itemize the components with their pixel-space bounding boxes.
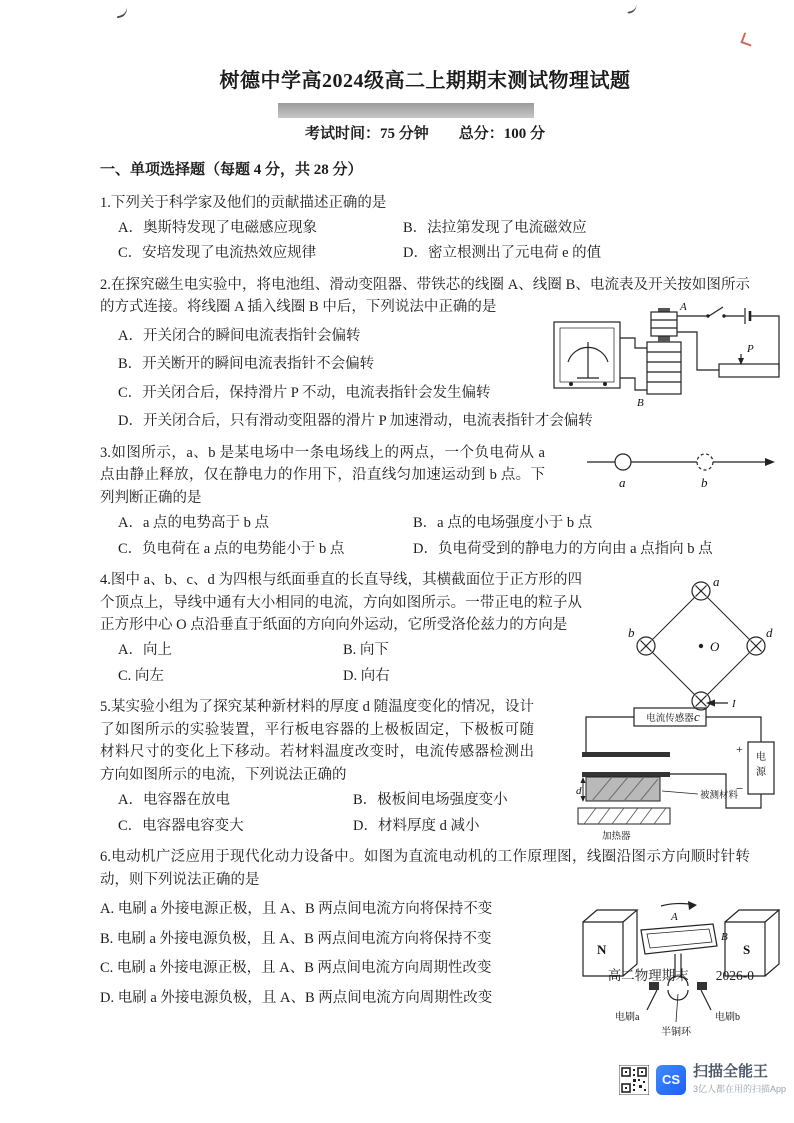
q5-label-power-top: 电 [756, 752, 766, 764]
option-b: B．开关断开的瞬间电流表指针不会偏转 [118, 356, 375, 373]
question-5 [100, 696, 766, 843]
q6-label-ring: 半铜环 [661, 1027, 691, 1039]
option-d: D．开关闭合后，只有滑动变阻器的滑片 P 加速滑动，电流表指针才会偏转 [118, 413, 593, 430]
q3-label-a: a [619, 474, 626, 490]
q4-label-b: b [628, 625, 635, 641]
q5-label-thickness-d: d [576, 785, 582, 798]
page-content [100, 66, 773, 1039]
question-stem: 6.电动机广泛应用于现代化动力设备中。如图为直流电动机的工作原理图，线圈沿图示方向顺时针转动，则下列说法正确的是 [100, 849, 750, 888]
option-a: A．奥斯特发现了电磁感应现象 [118, 219, 317, 236]
q4-label-center-o: O [710, 639, 720, 655]
option-a: A．a 点的电势高于 b 点 [118, 515, 270, 532]
q6-label-brush-b: 电刷b [715, 1012, 740, 1024]
option-c: C. 电刷 a 外接电源正极，且 A、B 两点间电流方向周期性改变 [100, 960, 492, 977]
q5-label-heater: 加热器 [602, 832, 631, 843]
section-heading: 一、单项选择题（每题 4 分，共 28 分） [100, 162, 363, 179]
watermark-brand: 扫描全能王 [692, 1063, 768, 1080]
q4-label-c: c [694, 709, 700, 724]
q5-label-power-bottom: 源 [756, 767, 766, 779]
q2-label-slider-p: P [747, 342, 754, 355]
option-c: C．开关闭合后，保持滑片 P 不动，电流表指针会发生偏转 [118, 384, 491, 401]
exam-info: 考试时间：75 分钟 总分：100 分 [304, 126, 545, 142]
q2-label-coil-a: A [680, 300, 687, 313]
option-a: A．电容器在放电 [118, 792, 230, 809]
q2-circuit-figure [551, 298, 786, 410]
watermark-tagline: 3亿人都在用的扫描App [692, 1083, 786, 1094]
option-c: C. 向左 [118, 667, 164, 684]
scan-artifact [115, 7, 129, 19]
question-stem: 5.某实验小组为了探究某种新材料的厚度 d 随温度变化的情况，设计了如图所示的实验装置，平行板电容器的上极板固定，下极板可随材料尺寸的变化上下移动。若材料温度改变时，电流传感器检测出方向如图所示的电流，下列说法正确的 [100, 699, 534, 783]
question-stem: 1.下列关于科学家及他们的贡献描述正确的是 [100, 194, 387, 211]
option-b: B. 向下 [343, 642, 389, 659]
question-1 [100, 192, 750, 265]
option-c: C．安培发现了电流热效应规律 [118, 245, 317, 262]
qr-code-icon [619, 1065, 649, 1095]
option-b: B．极板间电场强度变小 [353, 792, 508, 809]
option-b: B．法拉第发现了电流磁效应 [403, 219, 587, 236]
option-d: D．材料厚度 d 减小 [353, 817, 480, 834]
option-a: A．开关闭合的瞬间电流表指针会偏转 [118, 327, 361, 344]
scan-artifact [740, 32, 754, 46]
q2-label-coil-b: B [637, 396, 644, 409]
option-c: C．负电荷在 a 点的电势能小于 b 点 [118, 540, 345, 557]
option-a: A. 电刷 a 外接电源正极，且 A、B 两点间电流方向将保持不变 [100, 901, 493, 918]
question-stem: 4.图中 a、b、c、d 为四根与纸面垂直的长直导线，其横截面位于正方形的四个顶点上，导线中通有大小相同的电流，方向如图所示。一带正电的粒子从正方形中心 O 点沿垂直于纸面的方向向外运动，它所受洛伦兹力的方向是 [100, 572, 582, 633]
option-a: A．向上 [118, 642, 172, 659]
option-c: C．电容器电容变大 [118, 817, 244, 834]
q3-field-line-figure [585, 446, 780, 490]
q5-label-current-i: I [732, 698, 736, 711]
q5-label-material: 被测材料 [700, 791, 739, 802]
options [100, 512, 750, 560]
q4-label-a: a [713, 574, 720, 590]
q6-label-point-b: B [721, 931, 728, 944]
q5-label-plus: + [736, 742, 743, 757]
watermark-text [693, 1064, 786, 1096]
redacted-bar [278, 103, 534, 118]
scanner-watermark [619, 1064, 786, 1096]
question-2 [100, 274, 754, 433]
option-d: D. 电刷 a 外接电源负极，且 A、B 两点间电流方向周期性改变 [100, 989, 493, 1006]
option-b: B. 电刷 a 外接电源负极，且 A、B 两点间电流方向将保持不变 [100, 930, 492, 947]
q5-label-minus: − [736, 781, 744, 797]
q5-label-sensor: 电流传感器 [646, 714, 694, 725]
q6-label-south: S [743, 942, 751, 958]
question-stem: 3.如图所示，a、b 是某电场中一条电场线上的两点，一个负电荷从 a 点由静止释放，仅在静电力的作用下，沿直线匀加速运动到 b 点。下列判断正确的是 [100, 444, 545, 506]
q4-label-d: d [766, 625, 773, 641]
question-3 [100, 442, 750, 560]
q6-label-north: N [597, 942, 607, 958]
page-title: 树德中学高2024级高二上期期末测试物理试题 [219, 70, 631, 92]
option-d: D．负电荷受到的静电力的方向由 a 点指向 b 点 [413, 540, 713, 557]
question-stem: 2.在探究磁生电实验中，将电池组、滑动变阻器、带铁芯的线圈 A、线圈 B、电流表及开关按如图所示的方式连接。将线圈 A 插入线圈 B 中后，下列说法中正确的是 [100, 276, 750, 316]
scan-artifact [626, 4, 637, 14]
q3-label-b: b [701, 474, 708, 490]
q6-label-point-a: A [671, 911, 678, 924]
option-b: B．a 点的电场强度小于 b 点 [413, 515, 593, 532]
option-d: D. 向右 [343, 667, 390, 684]
q6-label-brush-a: 电刷a [615, 1012, 640, 1024]
q6-dc-motor-figure [575, 880, 780, 1038]
camscanner-logo: CS [656, 1065, 686, 1095]
footer-note: 高二物理期末 2026-0 [607, 968, 754, 983]
options [100, 217, 750, 265]
q5-capacitor-apparatus-figure [576, 696, 786, 864]
option-d: D．密立根测出了元电荷 e 的值 [403, 245, 602, 262]
